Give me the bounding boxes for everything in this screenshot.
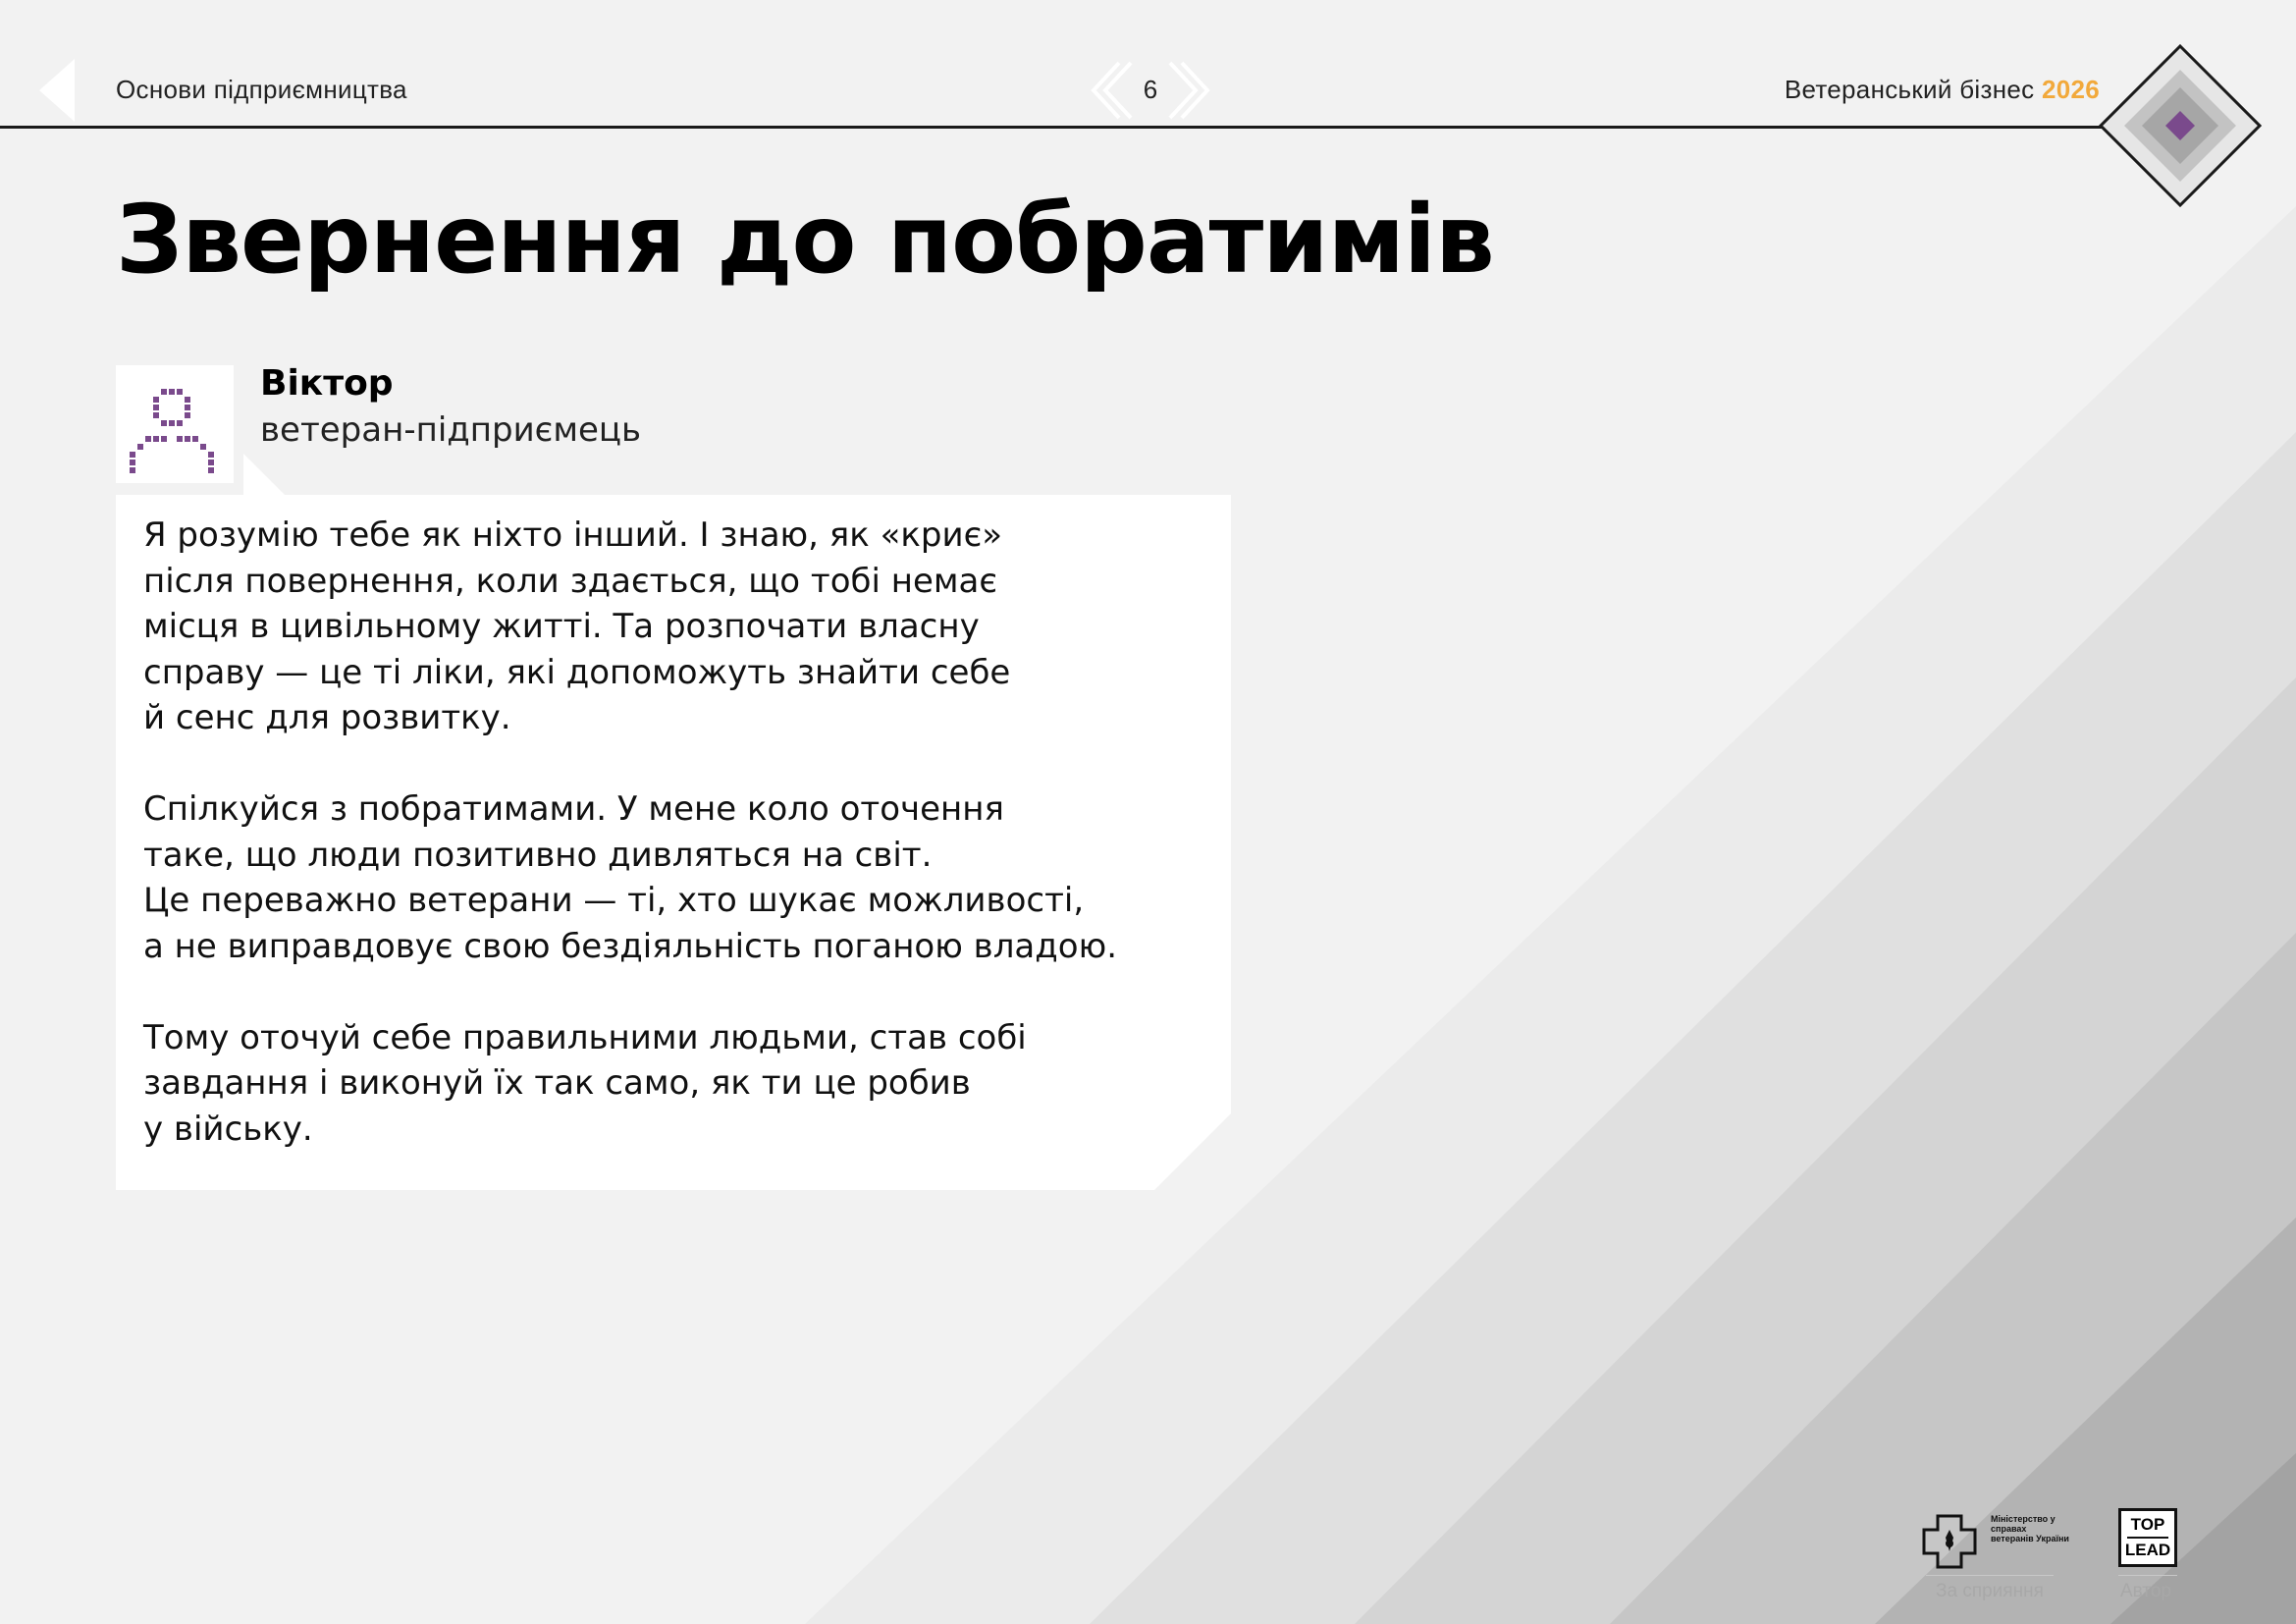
diamond-emblem-icon [2099,44,2262,207]
quote-paragraph-2: Спілкуйся з побратимами. У мене коло оточення таке, що люди позитивно дивляться на світ. Це переважно ветерани — ті, хто шукає можливості, а не виправдовує свою бездіяльність поганою владою. [143,789,1118,966]
author-label: Автор [2120,1581,2171,1601]
quote-paragraph-1: Я розумію тебе як ніхто інший. І знаю, як «криє» після повернення, коли здається, що тобі немає місця в цивільному житті. Та розпочати власну справу — це ті ліки, які допоможуть знайти себе й сенс для розвитку. [143,515,1011,737]
author-divider [2118,1575,2177,1576]
page-title: Звернення до побратимів [116,185,1494,295]
page-number: 6 [1143,75,1158,104]
support-label: За сприяння [1936,1581,2044,1601]
toplead-separator [2127,1537,2168,1539]
ministry-name: Міністерство у справах ветеранів України [1991,1514,2069,1543]
document-year: 2026 [2041,75,2100,104]
section-title: Основи підприємництва [116,75,407,104]
quote-paragraph-3: Тому оточуй себе правильними людьми, став собі завдання і виконуй їх так само, як ти це робив у війську. [143,1017,1027,1149]
author-name: Віктор [260,363,394,404]
author-role: ветеран-підприємець [260,410,642,450]
support-divider [1926,1575,2054,1576]
toplead-bottom: LEAD [2124,1541,2171,1559]
toplead-logo [2118,1508,2177,1567]
document-title [1785,75,2100,105]
toplead-top: TOP [2130,1515,2165,1534]
header-divider [0,126,2130,129]
quote-text [143,513,1203,1152]
back-arrow-icon[interactable] [39,59,75,122]
document-title-text: Ветеранський бізнес [1784,75,2035,104]
